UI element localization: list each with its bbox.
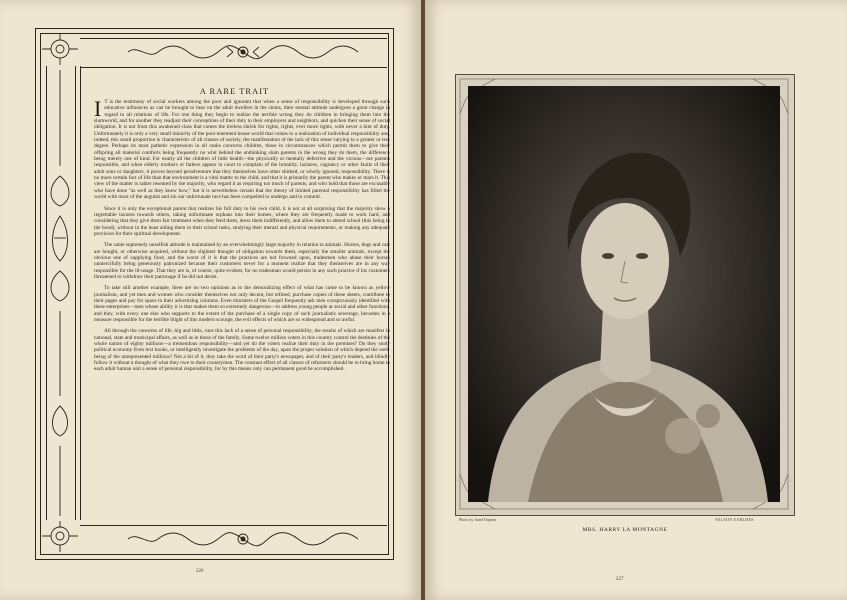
drop-cap: I — [94, 96, 102, 121]
portrait-photo — [468, 86, 780, 502]
paragraph: The same supremely unselfish attitude is maintained by an overwhelmingly large majority in relation to animals. Horses, dogs and cats are bought, or otherwise acquired, without the slightest thought of obligation towards them, especially the smaller animals, except the obvious one of supplying food, and the worst of it is that the practices are not frowned upon, tradesmen who abuse their horses unmercifully being generously patronized because their customers never for a moment realize that they themselves are in any way responsible for the ill-usage. That they are is, of course, quite evident, for no tradesman would persist in any such practice if his customers threatened to withdraw their patronage if he did not desist. — [94, 242, 391, 280]
paragraph: All through the concerns of life, big and little, runs this lack of a sense of personal responsibility, the results of which are manifest in national, state and municipal affairs, as well as in those of the family. Some twelve million voters in this country control the destinies of the whole nation of eighty millions—a tremendous responsibility—and yet do the voters realize their duty in the premises? Do they study political economy from text books, or intelligently investigate the problems of the day, upon the proper solution of which depend the well-being of the unrepresented millions? Not a bit of it, they take the word of their party's newspaper, and of their party's leaders, and blindly follow it without a thought of what they owe to their countrymen. The constant effort of all classes of reformers should be to bring home to each adult human unit a sense of personal responsibility, for by this means only can permanent good be accomplished. — [94, 328, 390, 373]
page-number-right: 227 — [616, 577, 624, 582]
page-number-left: 226 — [196, 569, 204, 574]
article-title: A RARE TRAIT — [199, 86, 270, 96]
book-spine — [421, 0, 425, 600]
portrait-caption: MRS. HARRY LA MONTAGNE — [582, 527, 668, 533]
article-body — [94, 96, 391, 378]
paragraph-text: T is the testimony of social workers among the poor and ignorant that when a sense of responsibility is developed through such educative influences as can be brought to bear on the adult dwellers in the slums, their mental attitude undergoes a great change in regard to all relations of life. For one thing they begin to realize the terrible wrong they do children in bringing them into the slumworld, and for another they readjust their conceptions of their duty to their employers and neighbors, and quicken their sense of social obligation. It is not from this awakened class that comes the tireless shriek for rights, rights, ever more rights, with never a hint of duty. Unfortunately it is only a very small minority of the poor tenement house world that comes to a realization of individual responsibility and, indeed, this small proportion is characteristic of all classes of society, the manifestation of the lack of this sense varying to a greater or less degree. Perhaps its most pathetic expression in all ranks concerns children, those in circumstances which permit them to give their offspring all material comforts being frequently no whit behind the unthinking slum parents in the wrong they do them, the difference being merely one of kind. For nearly all the children of little health—the physically or mentally defective and the vicious—are parents responsible, and when elderly mothers or fathers appear in court to complain of the brutality, laziness, vagrancy or other faults of their adult sons or daughters, it proves beyond peradventure that they themselves have other shirked, or wholly ignored, responsibility. There is no more certain fact of life than that environment is a vital matter to the child, and that it is primarily the parent who makes or mars it. This view of the matter is rather resented by the majority, who regard it as requiring too much of parents, and who hold that those are excusable who have done "as well as they knew how," but it is nevertheless certain that the theory of limited parental responsibility has filled the world with most of the anguish and sin our unfortunate race has been compelled to undergo and to commit. — [94, 99, 390, 201]
paragraph — [94, 96, 390, 201]
top-vine-ornament-icon — [128, 39, 358, 65]
portrait-image — [468, 86, 780, 502]
paragraph: To take still another example, there are no two opinions as to the demoralizing effect of what has come to be known as yellow journalism, and yet men and women who consider themselves not only decent, but refined, purchase copies of these sheets, contribute to their pages and pay for space in their advertising columns. Even ministers of the Gospel frequently ask men conspicuously identified with these enterprises—men whose ability it is that makes them so extremely dangerous—to address young people at social and other functions, and they, with every one else who supports to the extent of the purchase of a single copy of such journalistic sewerage, becomes in a measure responsible for the terrible blight of this modern scourge, the evil effects of which are so widespread and so awful. — [94, 285, 390, 323]
corner-medallion-icon — [40, 33, 80, 66]
bottom-vine-ornament-icon — [128, 526, 358, 552]
photo-credit: Photo by Aimé Dupont — [459, 517, 497, 522]
engraver-credit: WILSON EARLHES — [715, 517, 754, 522]
paragraph: Since it is only the exceptional parent that realizes his full duty to his own child, it is not at all surprising that the majority show a regrettable laxness towards others, taking unfortunate orphans into their homes, where they are frequently made to work hard, and considering that they give them fair treatment when they feed them, dress them indifferently, and allow them to attend school (this being in the bond), without in the least aiding them in their school tasks, studying their mental and physical requirements, or making any adequate provision for their spiritual development. — [94, 205, 390, 237]
corner-medallion-icon — [40, 520, 80, 553]
side-scroll-ornament-icon — [46, 66, 74, 520]
